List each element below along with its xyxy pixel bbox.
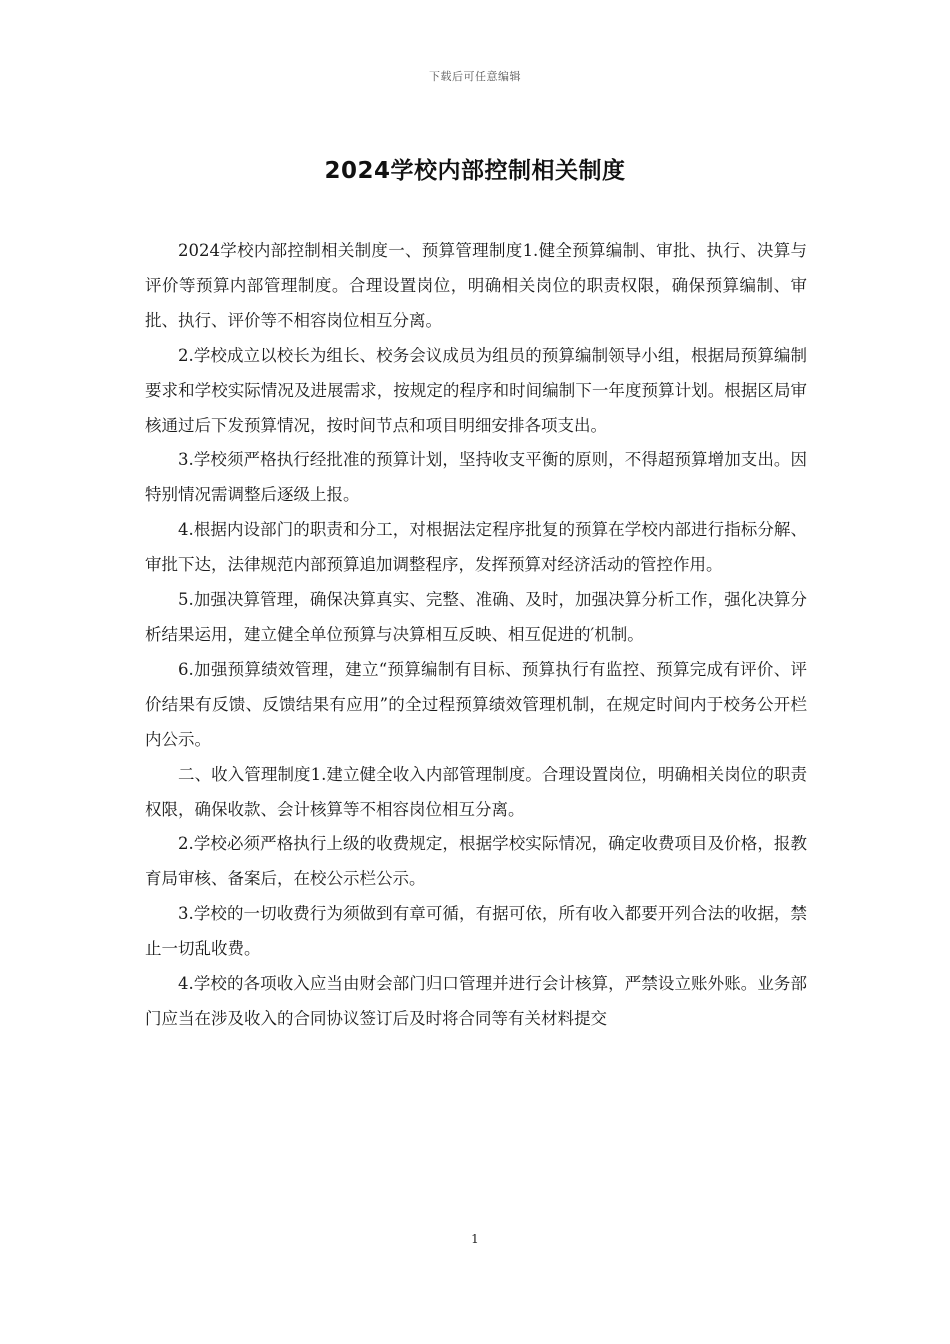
paragraph: 2.学校成立以校长为组长、校务会议成员为组员的预算编制领导小组，根据局预算编制要求和学校实际情况及进展需求，按规定的程序和时间编制下一年度预算计划。根据区局审核通过后下发预算情况，按时间节点和项目明细安排各项支出。 — [145, 345, 807, 435]
document-body — [145, 234, 807, 1037]
paragraph: 5.加强决算管理，确保决算真实、完整、准确、及时，加强决算分析工作，强化决算分析结果运用，建立健全单位预算与决算相互反映、相互促进的′机制。 — [145, 590, 807, 644]
page-number: 1 — [471, 1232, 479, 1246]
paragraph: 2024学校内部控制相关制度一、预算管理制度1.健全预算编制、审批、执行、决算与评价等预算内部管理制度。合理设置岗位，明确相关岗位的职责权限，确保预算编制、审批、执行、评价等不相容岗位相互分离。 — [145, 241, 807, 330]
paragraph: 2.学校必须严格执行上级的收费规定，根据学校实际情况，确定收费项目及价格，报教育局审核、备案后，在校公示栏公示。 — [145, 834, 807, 889]
header-note: 下载后可任意编辑 — [429, 70, 521, 83]
paragraph: 3.学校的一切收费行为须做到有章可循，有据可依，所有收入都要开列合法的收据，禁止一切乱收费。 — [145, 904, 807, 959]
paragraph: 4.学校的各项收入应当由财会部门归口管理并进行会计核算，严禁设立账外账。业务部门应当在涉及收入的合同协议签订后及时将合同等有关材料提交 — [145, 974, 807, 1028]
paragraph: 6.加强预算绩效管理，建立“预算编制有目标、预算执行有监控、预算完成有评价、评价结果有反馈、反馈结果有应用”的全过程预算绩效管理机制，在规定时间内于校务公开栏内公示。 — [145, 659, 807, 749]
document-title: 2024学校内部控制相关制度 — [324, 158, 626, 184]
paragraph: 3.学校须严格执行经批准的预算计划，坚持收支平衡的原则，不得超预算增加支出。因特别情况需调整后逐级上报。 — [145, 450, 807, 505]
paragraph: 二、收入管理制度1.建立健全收入内部管理制度。合理设置岗位，明确相关岗位的职责权限，确保收款、会计核算等不相容岗位相互分离。 — [145, 764, 807, 819]
paragraph: 4.根据内设部门的职责和分工，对根据法定程序批复的预算在学校内部进行指标分解、审批下达，法律规范内部预算追加调整程序，发挥预算对经济活动的管控作用。 — [145, 520, 807, 575]
